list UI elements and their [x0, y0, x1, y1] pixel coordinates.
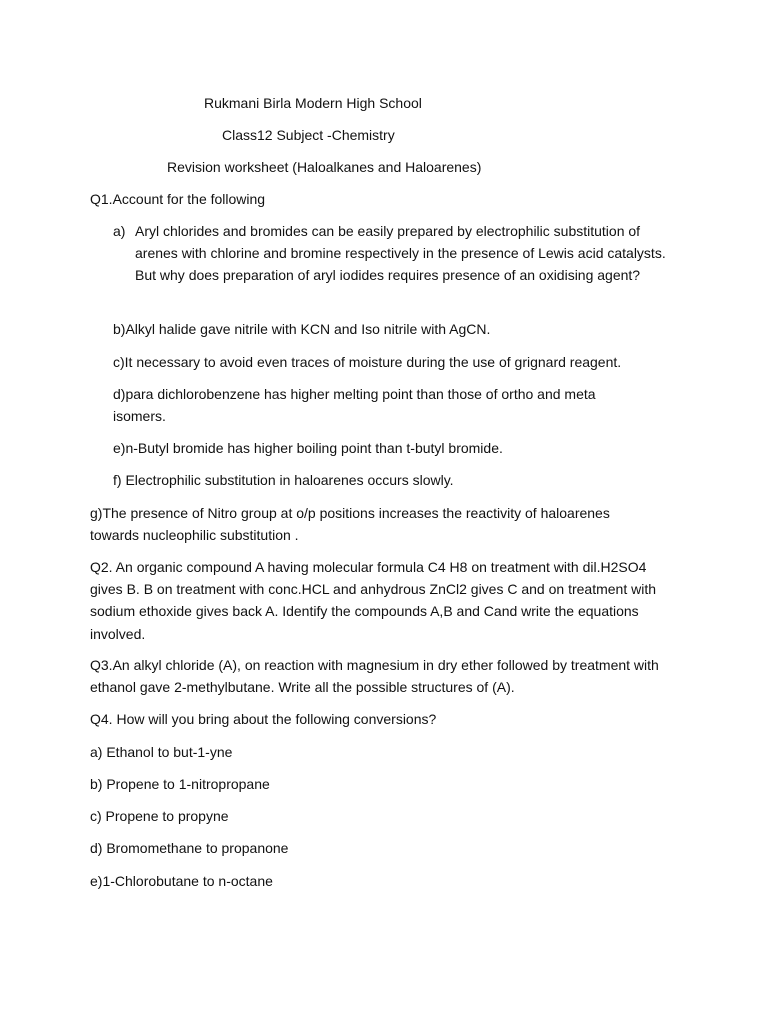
class-subject: Class12 Subject -Chemistry [222, 127, 395, 143]
q4-item-b: b) Propene to 1-nitropropane [90, 776, 270, 792]
q3-text: Q3.An alkyl chloride (A), on reaction with magnesium in dry ether followed by treatment with ethanol gave 2-methylbutane. Write all the possible structures of (A). [90, 657, 659, 696]
q4-heading: Q4. How will you bring about the following conversions? [90, 711, 437, 727]
q1-b: b)Alkyl halide gave nitrile with KCN and Iso nitrile with AgCN. [113, 321, 491, 337]
school-name: Rukmani Birla Modern High School [204, 95, 422, 111]
q2-text: Q2. An organic compound A having molecular formula C4 H8 on treatment with dil.H2SO4 gives B. B on treatment with conc.HCL and anhydrous ZnCl2 gives C and on treatment with sodium ethoxide gives back A. Identify the compounds A,B and Cand write the equations involved. [90, 559, 656, 642]
q1-g: g)The presence of Nitro group at o/p positions increases the reactivity of haloarenes towards nucleophilic substitution . [90, 505, 610, 544]
q1-heading: Q1.Account for the following [90, 191, 266, 207]
q4-item-d: d) Bromomethane to propanone [90, 840, 289, 856]
worksheet-title: Revision worksheet (Haloalkanes and Haloarenes) [167, 159, 482, 175]
q1-f: f) Electrophilic substitution in haloarenes occurs slowly. [113, 472, 454, 488]
q1-c: c)It necessary to avoid even traces of moisture during the use of grignard reagent. [113, 354, 622, 370]
q4-item-a: a) Ethanol to but-1-yne [90, 744, 233, 760]
q4-item-e: e)1-Chlorobutane to n-octane [90, 873, 273, 889]
q4-item-c: c) Propene to propyne [90, 808, 229, 824]
q1-a-text: Aryl chlorides and bromides can be easily prepared by electrophilic substitution of arenes with chlorine and bromine respectively in the presence of Lewis acid catalysts. But why does preparation of aryl iodides requires presence of an oxidising agent? [135, 223, 666, 284]
q1-a-marker: a) [113, 223, 126, 239]
q1-e: e)n-Butyl bromide has higher boiling point than t-butyl bromide. [113, 440, 503, 456]
q1-d: d)para dichlorobenzene has higher melting point than those of ortho and meta isomers. [113, 386, 596, 425]
